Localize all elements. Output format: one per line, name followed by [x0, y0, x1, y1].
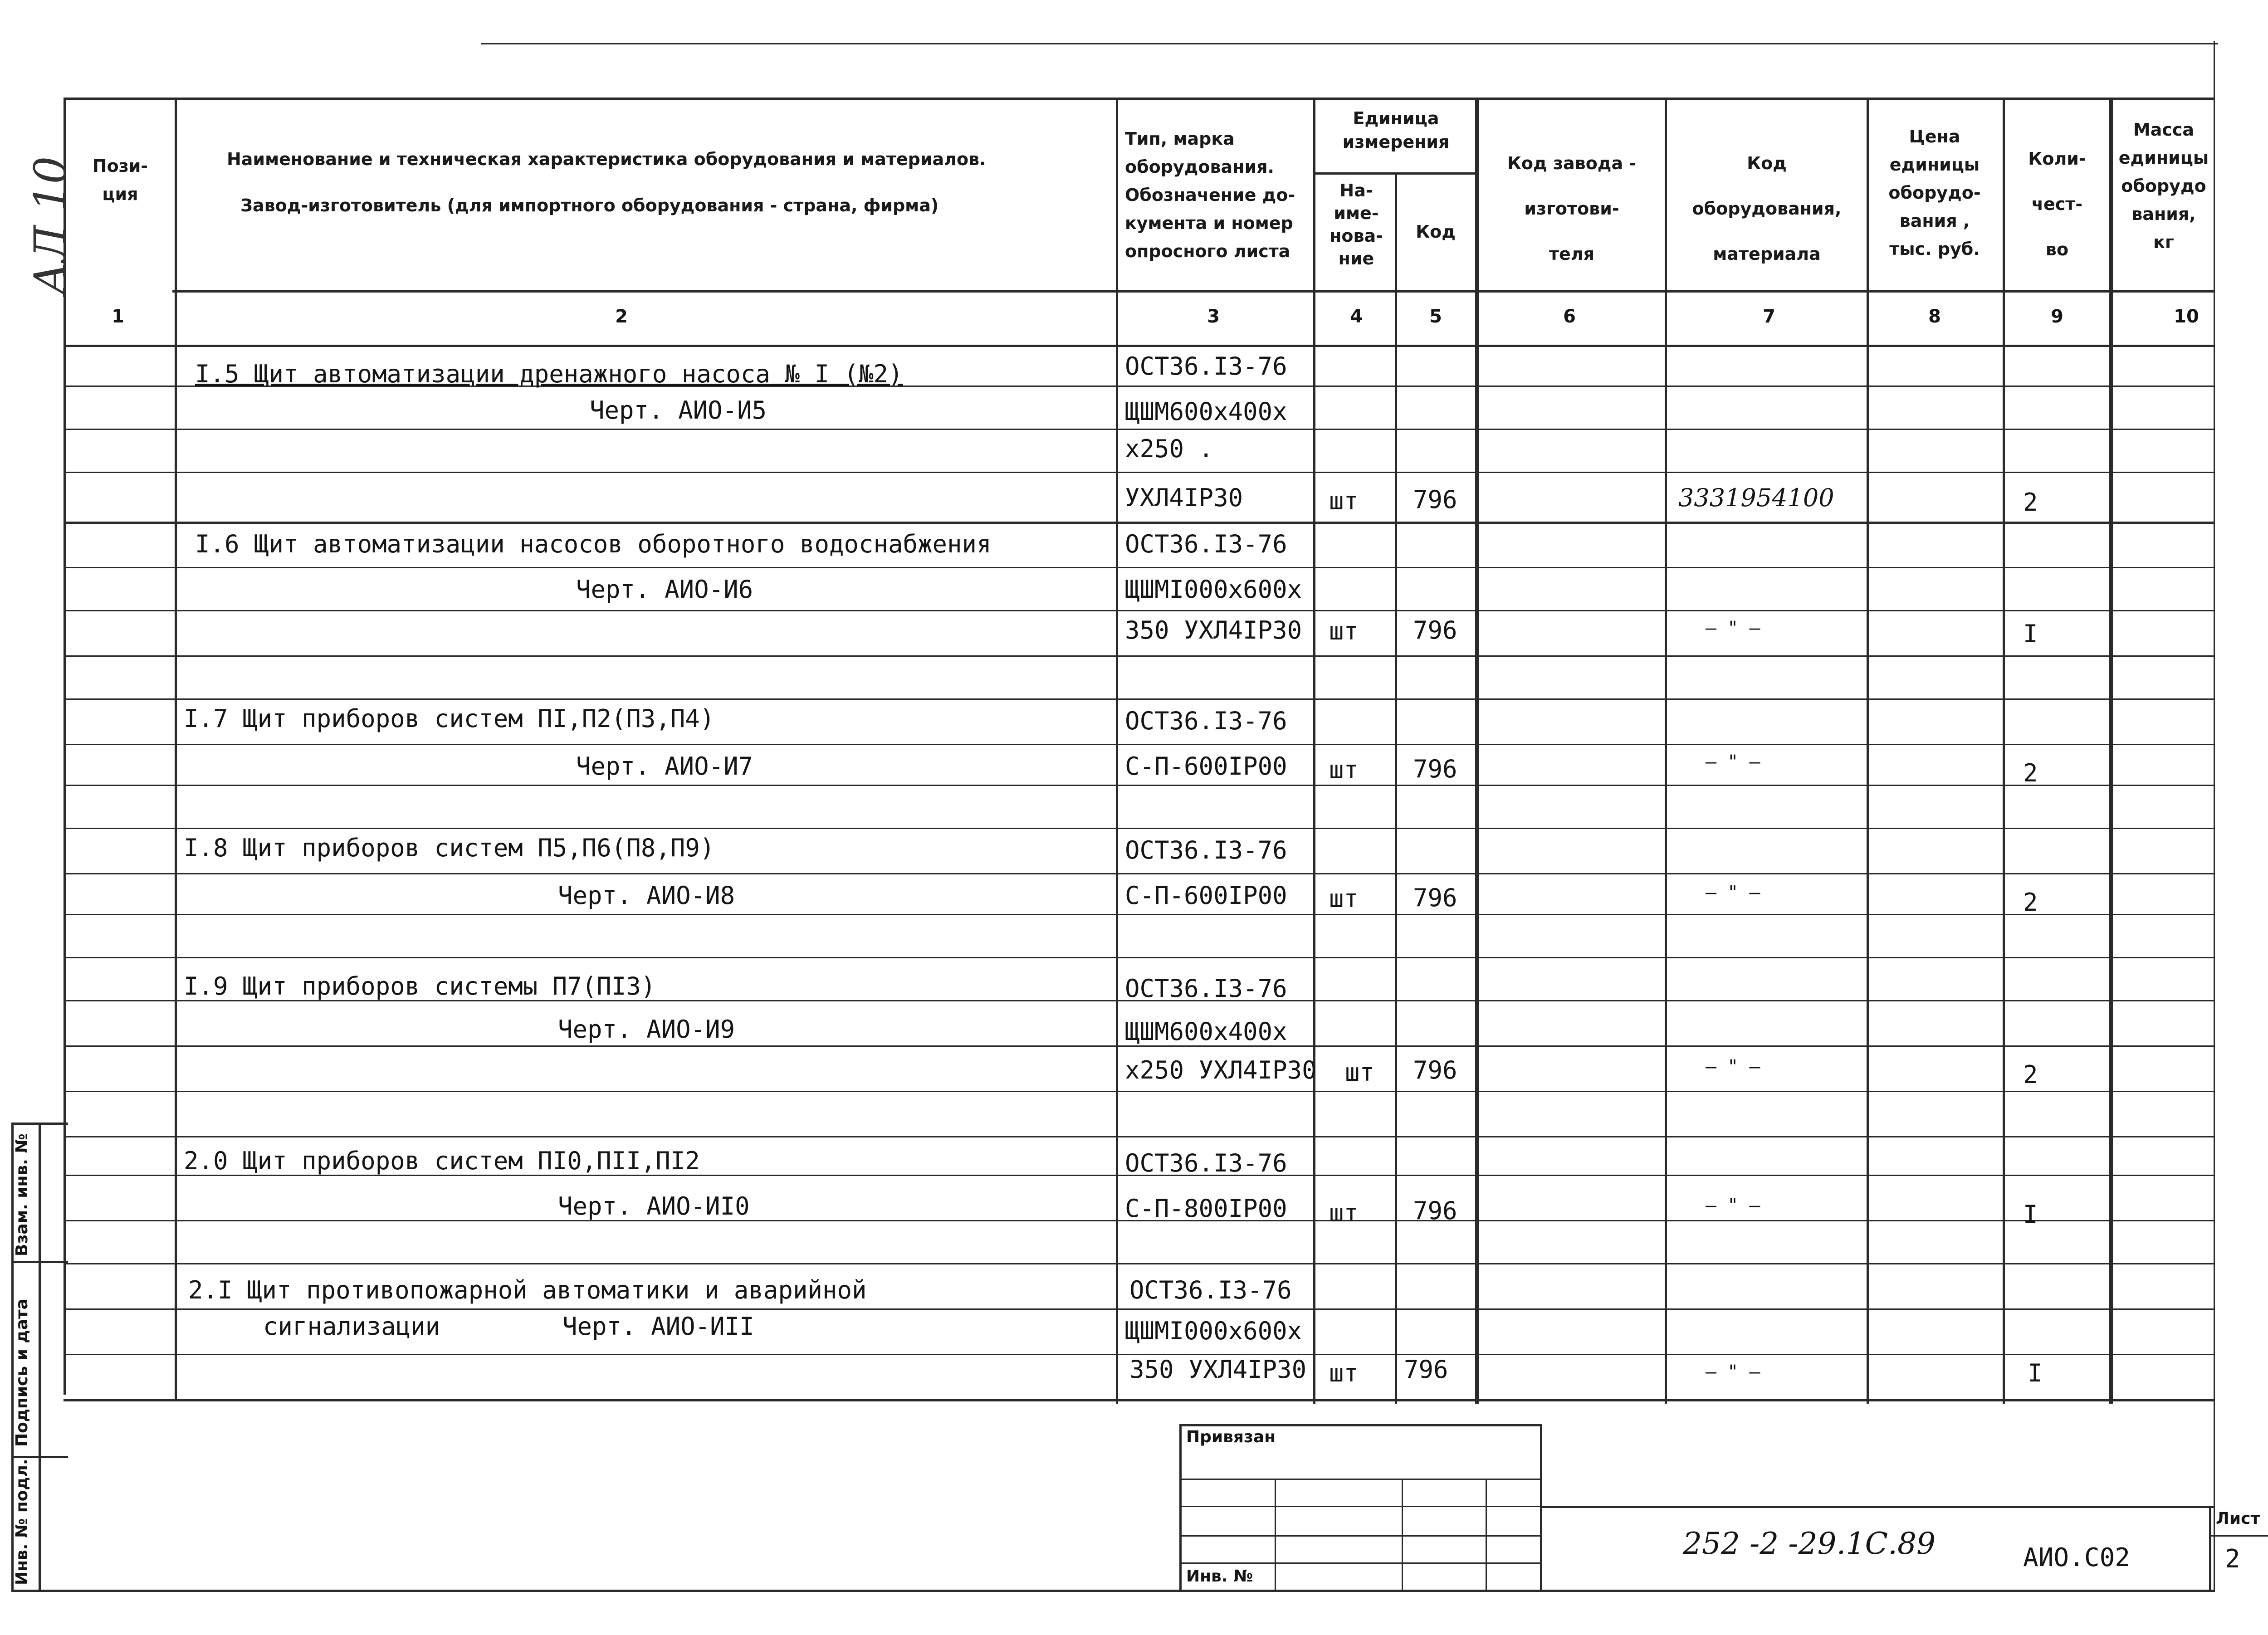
side-label-original-inv: Инв. № подл. [13, 1459, 31, 1585]
header-mass: Масса единицы оборудо вания, кг [2118, 120, 2209, 252]
item-unit-code: 796 [1413, 1196, 1457, 1225]
item-equipment-code: — " — [1706, 1362, 1760, 1382]
item-name-continued: сигнализации [263, 1312, 440, 1341]
item-unit-code: 796 [1413, 883, 1457, 912]
header-factory-code: Код завода - изготови- теля [1507, 153, 1637, 264]
item-type: 350 УХЛ4IP30 [1129, 1355, 1307, 1384]
item-unit: шт [1329, 1359, 1359, 1387]
header-price: Цена единицы оборудо- вания , тыс. руб. [1888, 127, 1981, 259]
header-quantity: Коли- чест- во [2028, 149, 2086, 259]
item-type: х250 . [1125, 434, 1214, 463]
item-equipment-code: — " — [1706, 1195, 1760, 1216]
item-equipment-code: — " — [1706, 882, 1760, 903]
item-name: I.6 Щит автоматизации насосов оборотного водоснабжения [195, 530, 992, 558]
item-name: 2.0 Щит приборов систем ПI0,ПII,ПI2 [184, 1147, 700, 1175]
column-number: 9 [2051, 306, 2063, 327]
header-unit-code: Код [1416, 222, 1456, 242]
side-label-replaced-inv: Взам. инв. № [13, 1133, 31, 1256]
column-number: 2 [615, 306, 628, 327]
item-type: УХЛ4IP30 [1125, 483, 1243, 512]
item-unit: шт [1345, 1058, 1375, 1087]
column-number: 10 [2174, 306, 2199, 327]
item-name: I.9 Щит приборов системы П7(ПI3) [184, 972, 656, 1001]
item-type: ОСТ36.I3-76 [1125, 530, 1287, 558]
item-unit: шт [1329, 756, 1359, 784]
item-type: 350 УХЛ4IP30 [1125, 616, 1302, 644]
item-unit: шт [1329, 884, 1359, 913]
document-number: 252 -2 -29.1С.89 [1683, 1526, 1936, 1561]
item-quantity: 2 [2023, 888, 2038, 917]
column-number: 3 [1207, 306, 1220, 327]
item-type: ЩШМI000х600х [1125, 575, 1302, 604]
item-drawing: Черт. АИО-ИI0 [558, 1192, 750, 1220]
header-position: Пози- ция [92, 156, 148, 204]
item-type: С-П-600IP00 [1125, 752, 1287, 781]
side-label-signature-date: Подпись и дата [13, 1298, 31, 1447]
item-name: I.5 Щит автоматизации дренажного насоса № I (№2) [195, 360, 903, 388]
item-quantity: 2 [2023, 1060, 2038, 1089]
item-quantity: I [2023, 620, 2038, 648]
item-type: ОСТ36.I3-76 [1125, 974, 1287, 1003]
header-equipment-code: Код оборудования, материала [1692, 153, 1842, 264]
item-equipment-code: — " — [1706, 618, 1760, 639]
item-unit-code: 796 [1413, 616, 1457, 644]
item-equipment-code: 3331954100 [1678, 483, 1834, 512]
column-number: 6 [1563, 306, 1576, 327]
item-type: ОСТ36.I3-76 [1125, 352, 1287, 381]
stamp-inventory: Инв. № [1186, 1567, 1253, 1586]
item-type: ОСТ36.I3-76 [1125, 836, 1287, 864]
item-drawing: Черт. АИО-И9 [558, 1015, 735, 1044]
item-unit: шт [1329, 487, 1359, 515]
item-name: I.8 Щит приборов систем П5,П6(П8,П9) [184, 834, 715, 862]
item-type: ЩШМ600х400х [1125, 397, 1287, 426]
item-drawing: Черт. АИО-ИII [562, 1312, 754, 1341]
header-name: Наименование и техническая характеристика оборудования и материалов. Завод-изготовитель (для импортного оборудования - страна, фирма) [227, 149, 986, 215]
item-unit-code: 796 [1413, 755, 1457, 783]
item-type: С-П-800IP00 [1125, 1194, 1287, 1223]
item-drawing: Черт. АИО-И6 [576, 575, 753, 604]
item-unit: шт [1329, 617, 1359, 645]
document-designation: АИО.С02 [2023, 1543, 2131, 1572]
item-equipment-code: — " — [1706, 752, 1760, 772]
item-unit-code: 796 [1413, 485, 1457, 514]
item-type: х250 УХЛ4IP30 [1125, 1056, 1317, 1084]
header-unit: Единица измерения [1342, 108, 1450, 152]
column-number: 8 [1928, 306, 1941, 327]
sheet-number: 2 [2225, 1544, 2240, 1574]
item-type: ОСТ36.I3-76 [1129, 1276, 1292, 1304]
item-quantity: 2 [2023, 759, 2038, 787]
item-type: С-П-600IP00 [1125, 881, 1287, 910]
item-name: 2.I Щит противопожарной автоматики и аварийной [188, 1276, 867, 1304]
column-number: 7 [1763, 306, 1775, 327]
corner-mark: АЛ 10 [25, 156, 76, 295]
item-drawing: Черт. АИО-И5 [590, 396, 767, 425]
sheet-label: Лист [2216, 1509, 2260, 1528]
item-drawing: Черт. АИО-И8 [558, 881, 735, 910]
item-type: ЩШМ600х400х [1125, 1017, 1287, 1046]
item-unit-code: 796 [1413, 1056, 1457, 1084]
item-drawing: Черт. АИО-И7 [576, 752, 753, 781]
item-quantity: I [2023, 1200, 2038, 1229]
item-type: ОСТ36.I3-76 [1125, 1149, 1287, 1177]
item-unit-code: 796 [1404, 1355, 1448, 1384]
header-type: Тип, марка оборудования. Обозначение до- кумента и номер опросного листа [1125, 129, 1295, 261]
item-unit: шт [1329, 1199, 1359, 1227]
column-number: 4 [1350, 306, 1363, 327]
item-name: I.7 Щит приборов систем ПI,П2(П3,П4) [184, 704, 715, 733]
header-unit-name: На- име- нова- ние [1330, 181, 1383, 268]
column-number: 5 [1429, 306, 1442, 327]
item-type: ОСТ36.I3-76 [1125, 707, 1287, 735]
column-number: 1 [112, 306, 124, 327]
item-equipment-code: — " — [1706, 1056, 1760, 1077]
item-quantity: I [2028, 1359, 2043, 1387]
item-type: ЩШМI000х600х [1125, 1317, 1302, 1345]
item-quantity: 2 [2023, 488, 2038, 517]
stamp-linked: Привязан [1186, 1428, 1276, 1446]
